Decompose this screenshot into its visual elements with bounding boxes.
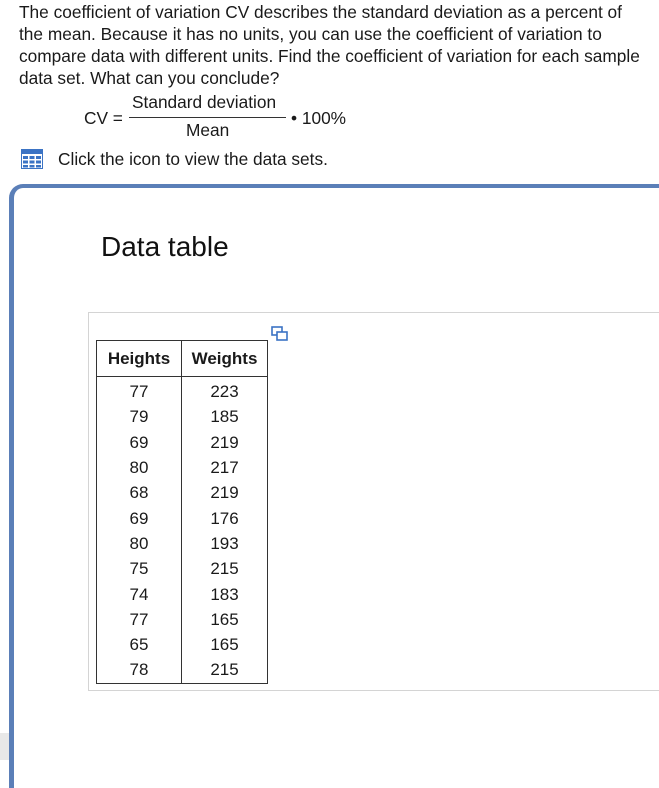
question-text: The coefficient of variation CV describes the standard deviation as a percent of the mean. Because it has no units, you can use the coefficient of variation to compare data with different units. Find the coefficient of variation for each sample data set. What can you conclude? (19, 2, 640, 88)
copy-icon[interactable] (271, 326, 288, 341)
formula-multiplier: • 100% (291, 108, 347, 128)
cell-weight: 215 (210, 559, 239, 579)
grid-table-icon[interactable] (21, 149, 43, 169)
left-edge-scroll-strip (0, 733, 9, 760)
cell-weight: 215 (210, 660, 239, 680)
cell-weight: 165 (210, 635, 239, 655)
cell-height: 77 (97, 377, 182, 405)
cell-weight: 217 (210, 458, 239, 478)
cell-height: 78 (97, 657, 182, 683)
cell-weight: 165 (210, 609, 239, 629)
cell-height: 74 (97, 581, 182, 606)
cell-weight: 219 (210, 483, 239, 503)
cell-weight: 219 (210, 432, 239, 452)
data-sets-link-text: Click the icon to view the data sets. (58, 148, 328, 169)
table-row (97, 430, 268, 455)
cell-weight: 185 (210, 407, 239, 427)
table-row (97, 531, 268, 556)
formula-lhs: CV = (84, 108, 123, 128)
cell-weight: 183 (210, 584, 239, 604)
cell-weight: 223 (210, 382, 239, 402)
cell-height: 80 (97, 531, 182, 556)
table-row (97, 657, 268, 683)
formula-denominator: Mean (186, 120, 230, 140)
table-row (97, 581, 268, 606)
table-row (97, 455, 268, 480)
table-row (97, 404, 268, 429)
cell-height: 77 (97, 607, 182, 632)
cell-height: 69 (97, 430, 182, 455)
table-row (97, 556, 268, 581)
cell-height: 65 (97, 632, 182, 657)
table-row (97, 505, 268, 530)
header-heights: Heights (97, 341, 182, 377)
table-row (97, 480, 268, 505)
table-header-row (97, 341, 268, 377)
cv-formula (84, 92, 384, 142)
table-row (97, 377, 268, 405)
data-sets-link-row (21, 148, 328, 170)
table-row (97, 632, 268, 657)
cell-height: 75 (97, 556, 182, 581)
header-weights: Weights (182, 341, 268, 377)
table-row (97, 607, 268, 632)
cell-height: 80 (97, 455, 182, 480)
fraction-bar (129, 117, 286, 118)
cell-weight: 193 (210, 533, 239, 553)
cell-height: 79 (97, 404, 182, 429)
cell-weight: 176 (210, 508, 239, 528)
data-table (96, 340, 268, 684)
cell-height: 68 (97, 480, 182, 505)
panel-title: Data table (101, 231, 229, 262)
formula-numerator: Standard deviation (132, 92, 277, 112)
cell-height: 69 (97, 505, 182, 530)
